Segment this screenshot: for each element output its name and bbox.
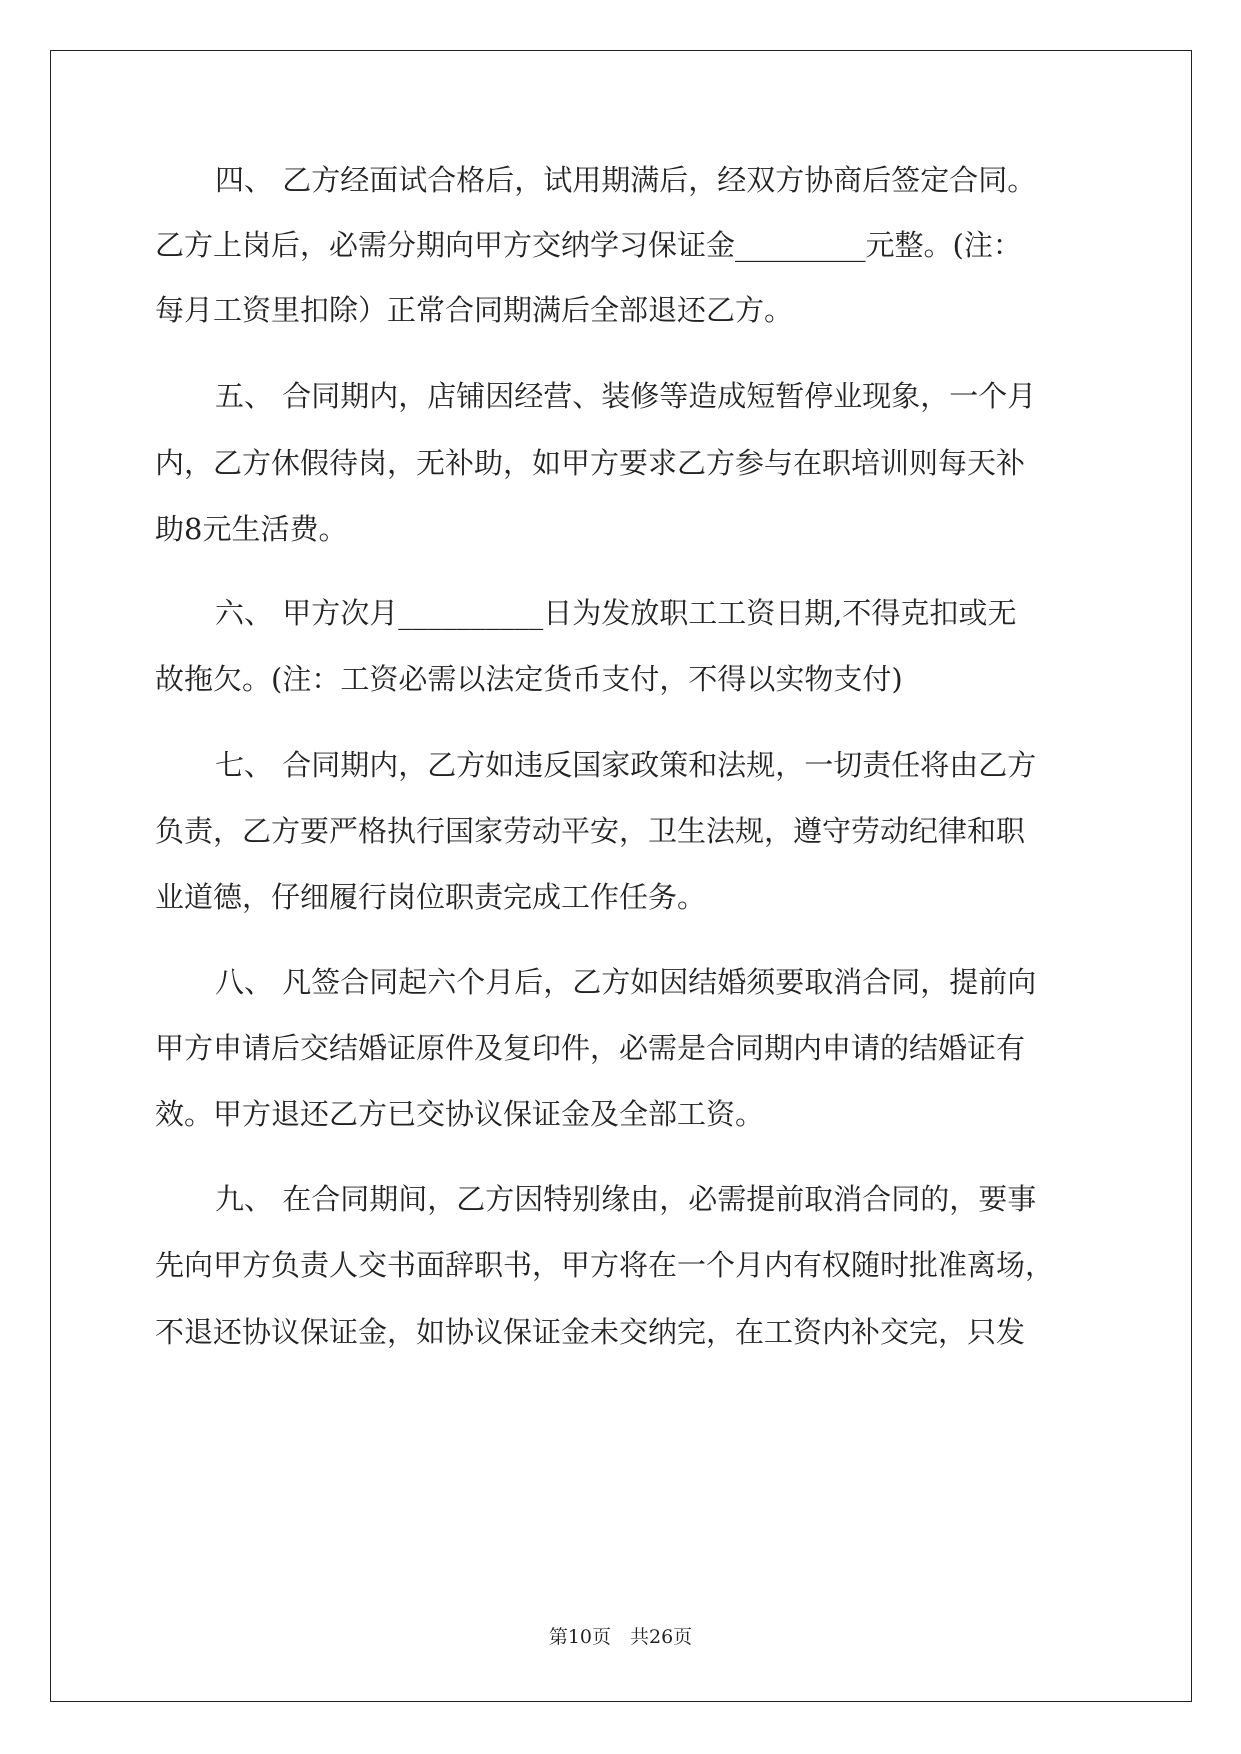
text-line: 乙方上岗后，必需分期向甲方交纳学习保证金_________元整。(注： xyxy=(155,228,1022,262)
text-line: 四、 乙方经面试合格后，试用期满后，经双方协商后签定合同。 xyxy=(215,163,1037,197)
text-line: 每月工资里扣除）正常合同期满后全部退还乙方。 xyxy=(155,293,794,327)
text-line: 内，乙方休假待岗，无补助，如甲方要求乙方参与在职培训则每天补 xyxy=(155,446,1026,480)
text-line: 七、 合同期内，乙方如违反国家政策和法规，一切责任将由乙方 xyxy=(215,748,1037,782)
text-line: 九、 在合同期间，乙方因特别缘由，必需提前取消合同的，要事 xyxy=(215,1182,1037,1216)
text-line: 甲方申请后交结婚证原件及复印件，必需是合同期内申请的结婚证有 xyxy=(155,1031,1026,1065)
text-line: 助8元生活费。 xyxy=(155,512,348,546)
text-line: 不退还协议保证金，如协议保证金未交纳完，在工资内补交完，只发 xyxy=(155,1315,1026,1349)
text-line: 六、 甲方次月__________日为发放职工工资日期,不得克扣或无 xyxy=(215,596,1017,630)
text-line: 八、 凡签合同起六个月后，乙方如因结婚须要取消合同，提前向 xyxy=(215,965,1037,999)
text-line: 先向甲方负责人交书面辞职书，甲方将在一个月内有权随时批准离场， xyxy=(155,1248,1055,1282)
text-line: 业道德，仔细履行岗位职责完成工作任务。 xyxy=(155,880,707,914)
text-line: 故拖欠。(注：工资必需以法定货币支付，不得以实物支付) xyxy=(155,662,903,696)
text-line: 负责，乙方要严格执行国家劳动平安，卫生法规，遵守劳动纪律和职 xyxy=(155,814,1026,848)
text-line: 效。甲方退还乙方已交协议保证金及全部工资。 xyxy=(155,1097,765,1131)
page-number-footer: 第10页 共26页 xyxy=(548,1626,693,1648)
text-line: 五、 合同期内，店铺因经营、装修等造成短暂停业现象，一个月 xyxy=(215,379,1037,413)
